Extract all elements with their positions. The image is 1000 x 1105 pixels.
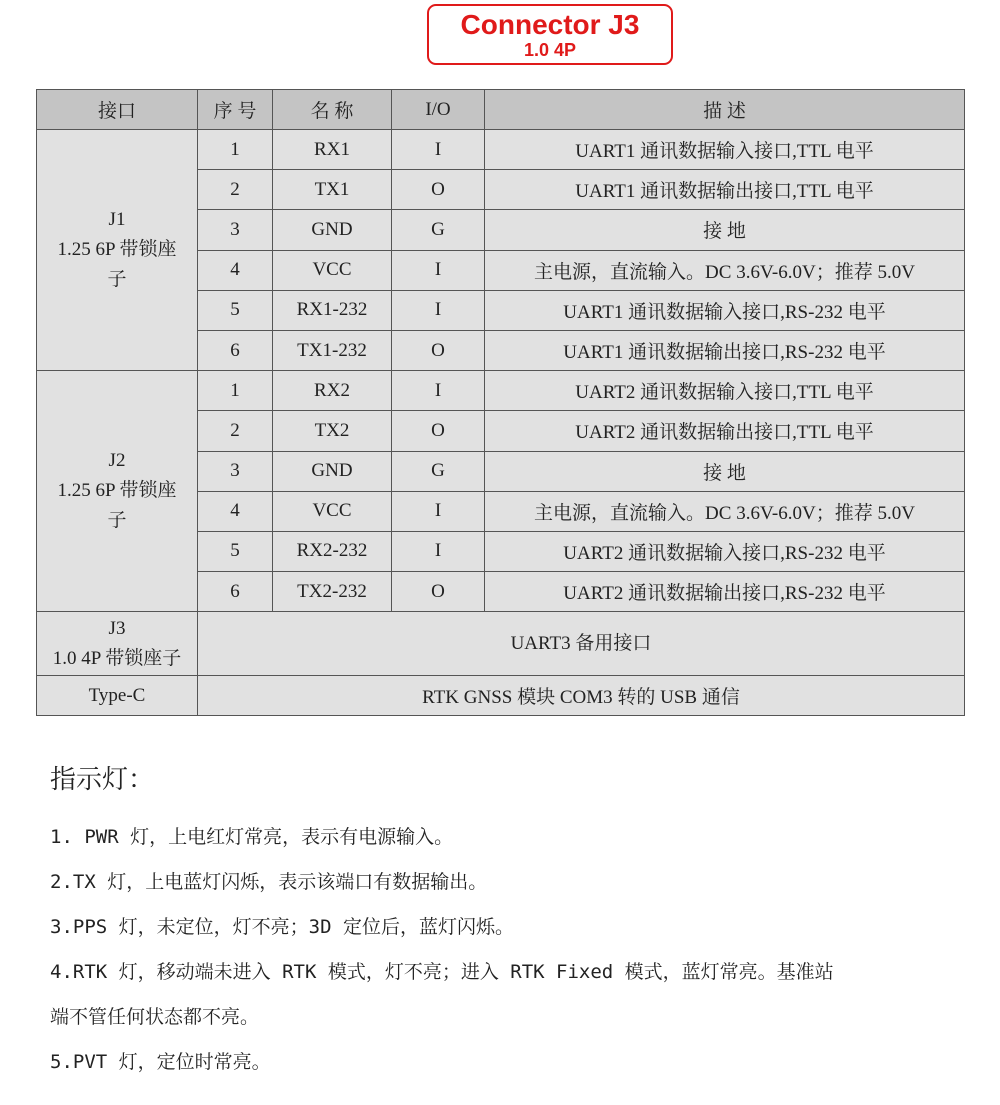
pin-description: UART2 通讯数据输入接口,TTL 电平 — [485, 371, 965, 411]
pin-name: GND — [273, 451, 392, 491]
pin-io: G — [392, 210, 485, 250]
pin-name: GND — [273, 210, 392, 250]
pin-description: 接 地 — [485, 210, 965, 250]
pin-number: 1 — [198, 371, 273, 411]
pin-io: I — [392, 130, 485, 170]
pin-description: 主电源，直流输入。DC 3.6V-6.0V；推荐 5.0V — [485, 491, 965, 531]
indicator-item-pwr: 1. PWR 灯，上电红灯常亮，表示有电源输入。 — [50, 826, 454, 848]
indicator-item-pvt: 5.PVT 灯，定位时常亮。 — [50, 1051, 271, 1073]
header-number: 序 号 — [198, 90, 273, 130]
header-name: 名 称 — [273, 90, 392, 130]
pin-description: UART1 通讯数据输入接口,RS-232 电平 — [485, 290, 965, 330]
header-description: 描 述 — [485, 90, 965, 130]
pin-description: UART2 通讯数据输出接口,RS-232 电平 — [485, 572, 965, 612]
j3-description: UART3 备用接口 — [198, 612, 965, 676]
connector-subtitle: 1.0 4P — [523, 40, 577, 60]
port-label: J1 — [108, 209, 126, 231]
pin-io: O — [392, 411, 485, 451]
pin-table — [36, 89, 965, 716]
pin-io: I — [392, 531, 485, 571]
pin-name: RX2-232 — [273, 531, 392, 571]
pin-number: 1 — [198, 130, 273, 170]
port-label: J2 — [108, 450, 126, 472]
port-connector-type-cont: 子 — [107, 510, 127, 532]
pin-io: I — [392, 371, 485, 411]
pin-name: RX1 — [273, 130, 392, 170]
indicator-item-tx: 2.TX 灯，上电蓝灯闪烁，表示该端口有数据输出。 — [50, 871, 488, 893]
pin-description: UART1 通讯数据输出接口,TTL 电平 — [485, 170, 965, 210]
header-io: I/O — [392, 90, 485, 130]
pin-description: UART1 通讯数据输出接口,RS-232 电平 — [485, 330, 965, 370]
port-label: J3 — [108, 617, 126, 639]
indicator-item-rtk-cont: 端不管任何状态都不亮。 — [50, 1006, 260, 1028]
indicator-list — [50, 815, 960, 1085]
pin-name: TX1-232 — [273, 330, 392, 370]
pin-number: 2 — [198, 411, 273, 451]
table-row — [37, 130, 965, 170]
indicator-section-title: 指示灯： — [50, 765, 155, 794]
pin-io: G — [392, 451, 485, 491]
connector-title-box — [427, 4, 673, 65]
pin-description: UART2 通讯数据输入接口,RS-232 电平 — [485, 531, 965, 571]
port-connector-type-cont: 子 — [107, 269, 127, 291]
pin-number: 2 — [198, 170, 273, 210]
pin-name: TX1 — [273, 170, 392, 210]
table-row — [37, 371, 965, 411]
pin-description: 接 地 — [485, 451, 965, 491]
typec-description: RTK GNSS 模块 COM3 转的 USB 通信 — [198, 676, 965, 716]
port-cell-j1 — [37, 130, 198, 371]
pin-number: 6 — [198, 572, 273, 612]
port-cell-j3 — [37, 612, 198, 676]
pin-name: TX2-232 — [273, 572, 392, 612]
pin-number: 4 — [198, 491, 273, 531]
pin-number: 5 — [198, 290, 273, 330]
port-cell-j2 — [37, 371, 198, 612]
pin-name: RX2 — [273, 371, 392, 411]
pin-io: I — [392, 290, 485, 330]
indicator-item-rtk: 4.RTK 灯，移动端未进入 RTK 模式，灯不亮；进入 RTK Fixed 模式，蓝灯常亮。基准站 — [50, 961, 834, 983]
pin-description: 主电源，直流输入。DC 3.6V-6.0V；推荐 5.0V — [485, 250, 965, 290]
pin-description: UART2 通讯数据输出接口,TTL 电平 — [485, 411, 965, 451]
table-row-typec — [37, 676, 965, 716]
pin-io: O — [392, 330, 485, 370]
header-port: 接口 — [37, 90, 198, 130]
port-cell-typec: Type-C — [37, 676, 198, 716]
pin-number: 3 — [198, 210, 273, 250]
pin-name: RX1-232 — [273, 290, 392, 330]
table-header-row — [37, 90, 965, 130]
port-connector-type: 1.0 4P 带锁座子 — [52, 647, 182, 669]
port-connector-type: 1.25 6P 带锁座 — [57, 480, 177, 502]
pin-io: O — [392, 572, 485, 612]
pin-number: 3 — [198, 451, 273, 491]
pin-io: O — [392, 170, 485, 210]
pin-name: VCC — [273, 491, 392, 531]
pin-description: UART1 通讯数据输入接口,TTL 电平 — [485, 130, 965, 170]
connector-title: Connector J3 — [460, 9, 640, 40]
pin-io: I — [392, 250, 485, 290]
pin-number: 6 — [198, 330, 273, 370]
pin-name: VCC — [273, 250, 392, 290]
pin-name: TX2 — [273, 411, 392, 451]
pin-io: I — [392, 491, 485, 531]
pin-number: 5 — [198, 531, 273, 571]
indicator-item-pps: 3.PPS 灯，未定位，灯不亮；3D 定位后，蓝灯闪烁。 — [50, 916, 514, 938]
table-row-j3 — [37, 612, 965, 676]
port-connector-type: 1.25 6P 带锁座 — [57, 239, 177, 261]
pin-number: 4 — [198, 250, 273, 290]
